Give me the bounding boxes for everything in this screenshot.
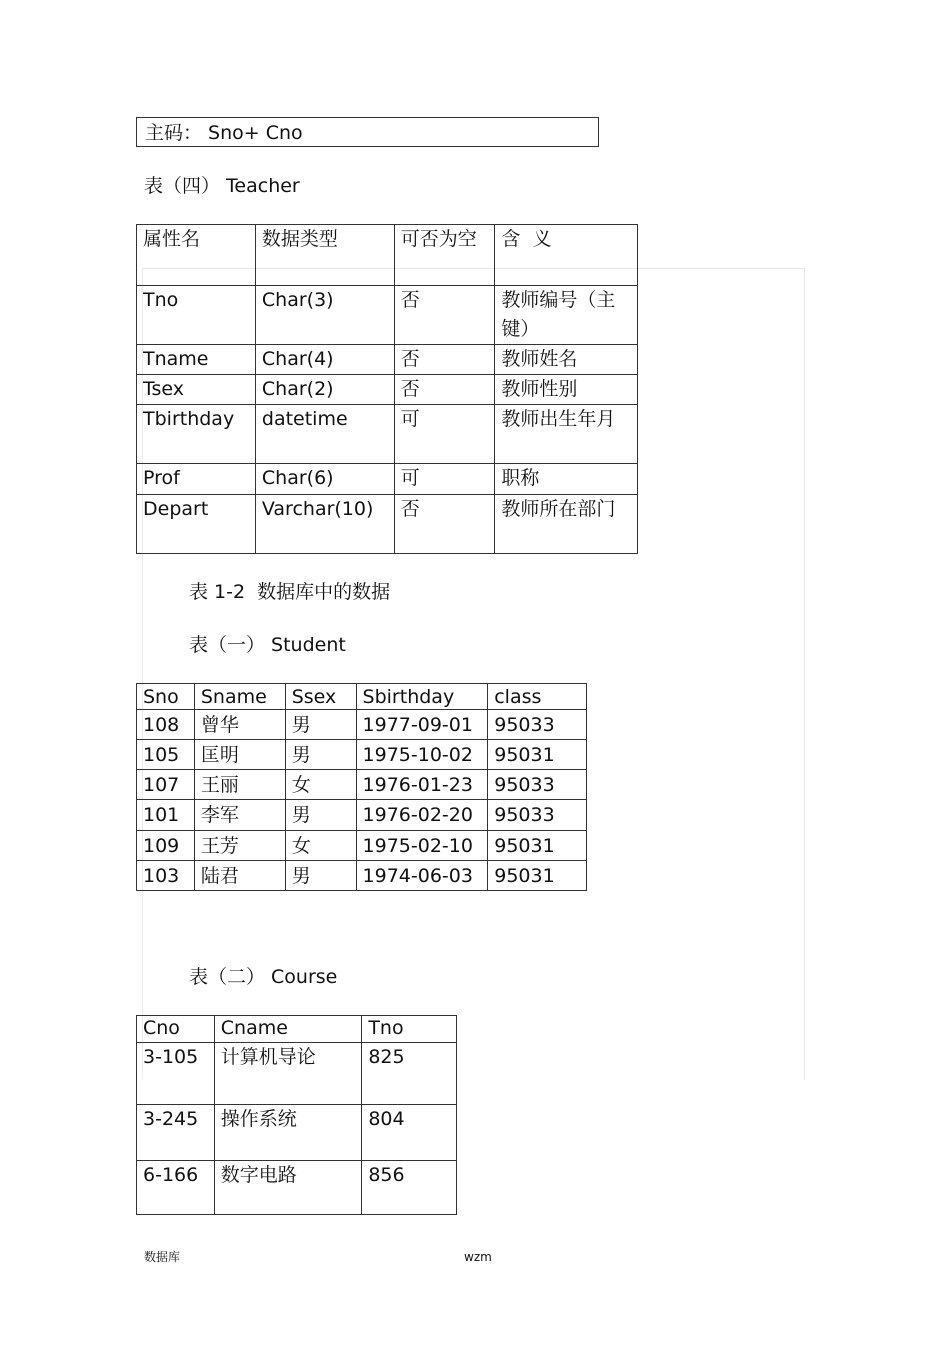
table-cell: Char(4) [255, 345, 394, 375]
table-cell: 可 [394, 464, 495, 495]
table-row [137, 495, 638, 554]
table-cell: 曾华 [194, 710, 285, 740]
table-cell: 825 [362, 1043, 457, 1105]
student-table [136, 683, 587, 891]
table-cell: 女 [285, 831, 356, 861]
table-cell: 女 [285, 770, 356, 800]
table-cell: 王芳 [194, 831, 285, 861]
table-cell: Tsex [137, 375, 256, 405]
table-cell: 107 [137, 770, 195, 800]
teacher-col-header: 数据类型 [255, 225, 394, 286]
table-cell: 男 [285, 800, 356, 831]
footer-left: 数据库 [144, 1250, 181, 1264]
section-title: 表 1-2 数据库中的数据 [189, 581, 391, 603]
table-cell: 男 [285, 861, 356, 891]
table-cell: 否 [394, 345, 495, 375]
table-row [137, 831, 587, 861]
table-row [137, 710, 587, 740]
student-col-header: Sbirthday [356, 684, 488, 710]
table-cell: 1976-02-20 [356, 800, 488, 831]
table-cell: 108 [137, 710, 195, 740]
table-cell: 95033 [488, 770, 587, 800]
table-row [137, 770, 587, 800]
teacher-col-header: 属性名 [137, 225, 256, 286]
course-header-row [137, 1016, 457, 1043]
table-cell: 教师姓名 [495, 345, 638, 375]
table-cell: Char(3) [255, 286, 394, 345]
table-cell: 李军 [194, 800, 285, 831]
table-cell: 1974-06-03 [356, 861, 488, 891]
table-cell: 数字电路 [214, 1161, 362, 1215]
table-cell: Depart [137, 495, 256, 554]
course-table-caption: 表（二） Course [189, 966, 338, 988]
table-cell: 3-105 [137, 1043, 215, 1105]
table-cell: 6-166 [137, 1161, 215, 1215]
table-row [137, 405, 638, 464]
table-row [137, 740, 587, 770]
student-col-header: Sname [194, 684, 285, 710]
table-cell: 教师出生年月 [495, 405, 638, 464]
table-cell: 职称 [495, 464, 638, 495]
table-cell: 95033 [488, 800, 587, 831]
table-cell: 计算机导论 [214, 1043, 362, 1105]
table-cell: datetime [255, 405, 394, 464]
table-row [137, 375, 638, 405]
table-cell: 95031 [488, 740, 587, 770]
teacher-table [136, 224, 638, 554]
table-cell: Char(2) [255, 375, 394, 405]
student-header-row [137, 684, 587, 710]
table-cell: 3-245 [137, 1105, 215, 1161]
table-row [137, 1105, 457, 1161]
student-col-header: Ssex [285, 684, 356, 710]
course-col-header: Cno [137, 1016, 215, 1043]
table-cell: 103 [137, 861, 195, 891]
teacher-table-caption: 表（四） Teacher [144, 175, 300, 197]
table-cell: 否 [394, 495, 495, 554]
table-cell: 95031 [488, 831, 587, 861]
table-cell: 804 [362, 1105, 457, 1161]
table-row [137, 1161, 457, 1215]
student-table-caption: 表（一） Student [189, 634, 346, 656]
table-cell: 男 [285, 710, 356, 740]
table-cell: 匡明 [194, 740, 285, 770]
course-col-header: Tno [362, 1016, 457, 1043]
teacher-col-header: 含 义 [495, 225, 638, 286]
table-row [137, 286, 638, 345]
course-table [136, 1015, 457, 1215]
student-col-header: Sno [137, 684, 195, 710]
table-cell: Tname [137, 345, 256, 375]
table-cell: 教师编号（主键） [495, 286, 638, 345]
table-row [137, 345, 638, 375]
table-cell: 101 [137, 800, 195, 831]
table-cell: 1977-09-01 [356, 710, 488, 740]
table-row [137, 1043, 457, 1105]
table-cell: 可 [394, 405, 495, 464]
table-cell: 105 [137, 740, 195, 770]
table-cell: Tbirthday [137, 405, 256, 464]
table-cell: 教师性别 [495, 375, 638, 405]
table-cell: Prof [137, 464, 256, 495]
table-cell: 95033 [488, 710, 587, 740]
table-cell: 操作系统 [214, 1105, 362, 1161]
table-cell: 856 [362, 1161, 457, 1215]
table-cell: 1975-02-10 [356, 831, 488, 861]
table-cell: Varchar(10) [255, 495, 394, 554]
table-cell: 男 [285, 740, 356, 770]
table-cell: Tno [137, 286, 256, 345]
table-row [137, 464, 638, 495]
table-cell: 95031 [488, 861, 587, 891]
table-cell: 1976-01-23 [356, 770, 488, 800]
table-row [137, 861, 587, 891]
table-cell: 109 [137, 831, 195, 861]
table-cell: 否 [394, 286, 495, 345]
teacher-col-header: 可否为空 [394, 225, 495, 286]
table-cell: 否 [394, 375, 495, 405]
table-cell: 王丽 [194, 770, 285, 800]
table-cell: 教师所在部门 [495, 495, 638, 554]
table-cell: 1975-10-02 [356, 740, 488, 770]
table-cell: Char(6) [255, 464, 394, 495]
footer-center: wzm [464, 1250, 492, 1264]
table-row [137, 800, 587, 831]
table-cell: 陆君 [194, 861, 285, 891]
student-col-header: class [488, 684, 587, 710]
teacher-header-row [137, 225, 638, 286]
primary-key-box: 主码： Sno+ Cno [136, 117, 599, 147]
course-col-header: Cname [214, 1016, 362, 1043]
